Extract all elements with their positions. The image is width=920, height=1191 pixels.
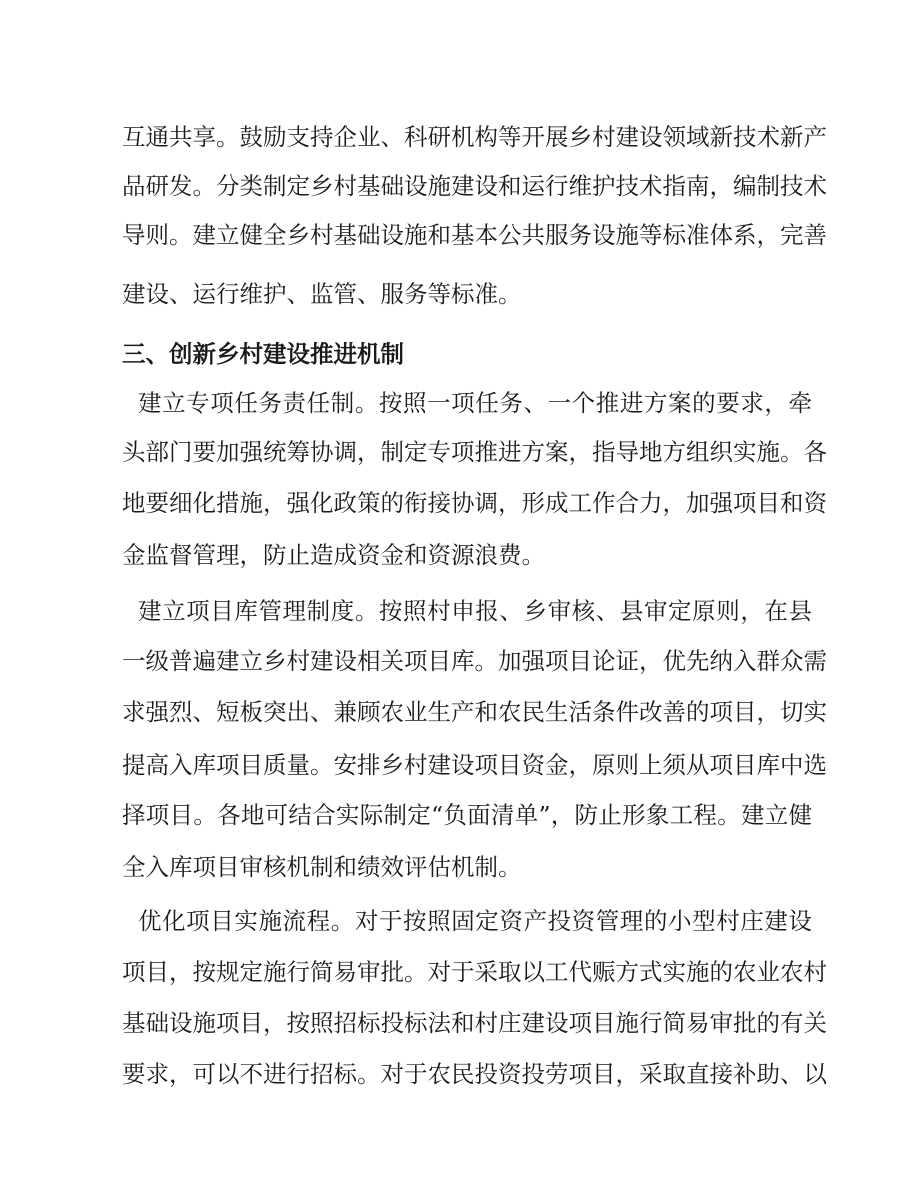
paragraph-line: 求强烈、短板突出、兼顾农业生产和农民生活条件改善的项目，切实	[122, 698, 827, 726]
paragraph-line: 基础设施项目，按照招标投标法和村庄建设项目施行简易审批的有关	[122, 1009, 827, 1037]
section-heading: 三、创新乡村建设推进机制	[122, 340, 404, 368]
paragraph-line: 金监督管理，防止造成资金和资源浪费。	[122, 541, 545, 569]
paragraph-line: 优化项目实施流程。对于按照固定资产投资管理的小型村庄建设	[138, 907, 812, 935]
paragraph-line: 头部门要加强统筹协调，制定专项推进方案，指导地方组织实施。各	[122, 438, 827, 466]
paragraph-line: 互通共享。鼓励支持企业、科研机构等开展乡村建设领域新技术新产	[122, 123, 827, 151]
paragraph-line: 地要细化措施，强化政策的衔接协调，形成工作合力，加强项目和资	[122, 489, 827, 517]
paragraph-line: 品研发。分类制定乡村基础设施建设和运行维护技术指南，编制技术	[122, 172, 827, 200]
paragraph-line: 建立专项任务责任制。按照一项任务、一个推进方案的要求，牵	[138, 389, 812, 417]
paragraph-line: 一级普遍建立乡村建设相关项目库。加强项目论证，优先纳入群众需	[122, 647, 827, 675]
paragraph-line: 导则。建立健全乡村基础设施和基本公共服务设施等标准体系，完善	[122, 221, 827, 249]
paragraph-line: 建设、运行维护、监管、服务等标准。	[122, 280, 522, 308]
paragraph-line: 要求，可以不进行招标。对于农民投资投劳项目，采取直接补助、以	[122, 1060, 827, 1088]
paragraph-line: 提高入库项目质量。安排乡村建设项目资金，原则上须从项目库中选	[122, 751, 827, 779]
paragraph-line: 建立项目库管理制度。按照村申报、乡审核、县审定原则，在县	[138, 597, 812, 625]
paragraph-line: 择项目。各地可结合实际制定“负面清单”，防止形象工程。建立健	[122, 801, 812, 829]
paragraph-line: 全入库项目审核机制和绩效评估机制。	[122, 853, 522, 881]
paragraph-line: 项目，按规定施行简易审批。对于采取以工代赈方式实施的农业农村	[122, 958, 827, 986]
